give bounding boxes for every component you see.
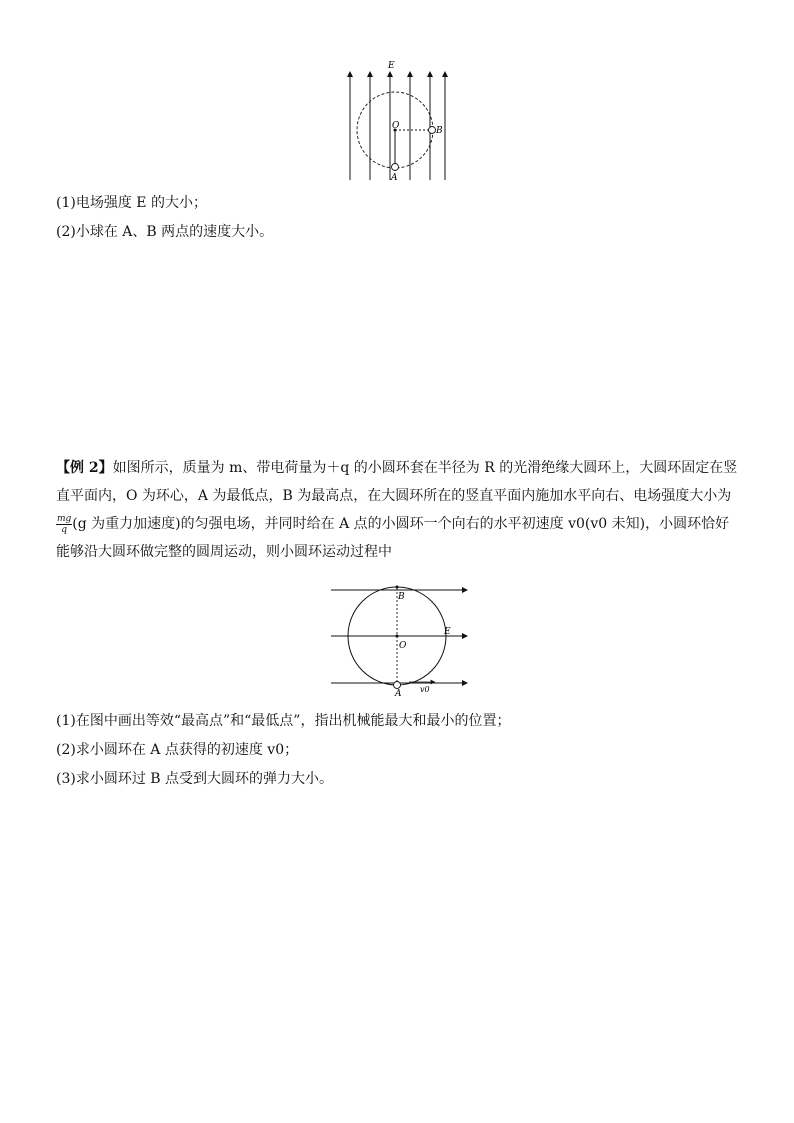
fraction-numerator: mg xyxy=(57,513,72,524)
field-label: E xyxy=(388,61,395,71)
example2-text-part1: 如图所示，质量为 m、带电荷量为＋q 的小圆环套在半径为 R 的光滑绝缘大圆环上，大圆环固定在竖直平面内，O 为环心，A 为最低点，B 为最高点，在大圆环所在的竖直平面内施加水平向右、电场强度大小为 xyxy=(56,460,738,504)
center-point-2 xyxy=(396,635,399,638)
center-label: O xyxy=(392,121,400,131)
point-a-label-2: A xyxy=(395,689,402,699)
small-ring-a xyxy=(394,682,401,689)
figure-1-field-circle xyxy=(330,58,465,184)
figure-2-ring-field xyxy=(325,582,475,699)
question2-item-1: (1)在图中画出等效“最高点”和“最低点”，指出机械能最大和最小的位置； xyxy=(56,713,511,729)
velocity-label: v0 xyxy=(420,685,430,694)
point-a-label: A xyxy=(391,173,398,183)
center-label-2: O xyxy=(399,641,407,651)
field-label-2: E xyxy=(444,627,451,637)
point-b-label: B xyxy=(436,126,443,136)
top-point xyxy=(396,586,399,589)
ball-a xyxy=(392,164,399,171)
example2-paragraph xyxy=(56,454,740,566)
question2-item-3: (3)求小圆环过 B 点受到大圆环的弹力大小。 xyxy=(56,771,334,787)
example2-text-part2: (g 为重力加速度)的匀强电场，并同时给在 A 点的小圆环一个向右的水平初速度 v0(v0 未知)，小圆环恰好能够沿大圆环做完整的圆周运动，则小圆环运动过程中 xyxy=(56,516,730,560)
question2-item-2: (2)求小圆环在 A 点获得的初速度 v0； xyxy=(56,742,299,758)
example2-tag: 【例 2】 xyxy=(56,460,113,476)
fraction-denominator: q xyxy=(61,524,68,535)
fraction-mg-over-q xyxy=(56,514,72,535)
question1-item-1: (1)电场强度 E 的大小； xyxy=(56,195,207,211)
question1-item-2: (2)小球在 A、B 两点的速度大小。 xyxy=(56,224,274,240)
ball-b xyxy=(429,127,436,134)
point-b-label-2: B xyxy=(398,592,405,602)
